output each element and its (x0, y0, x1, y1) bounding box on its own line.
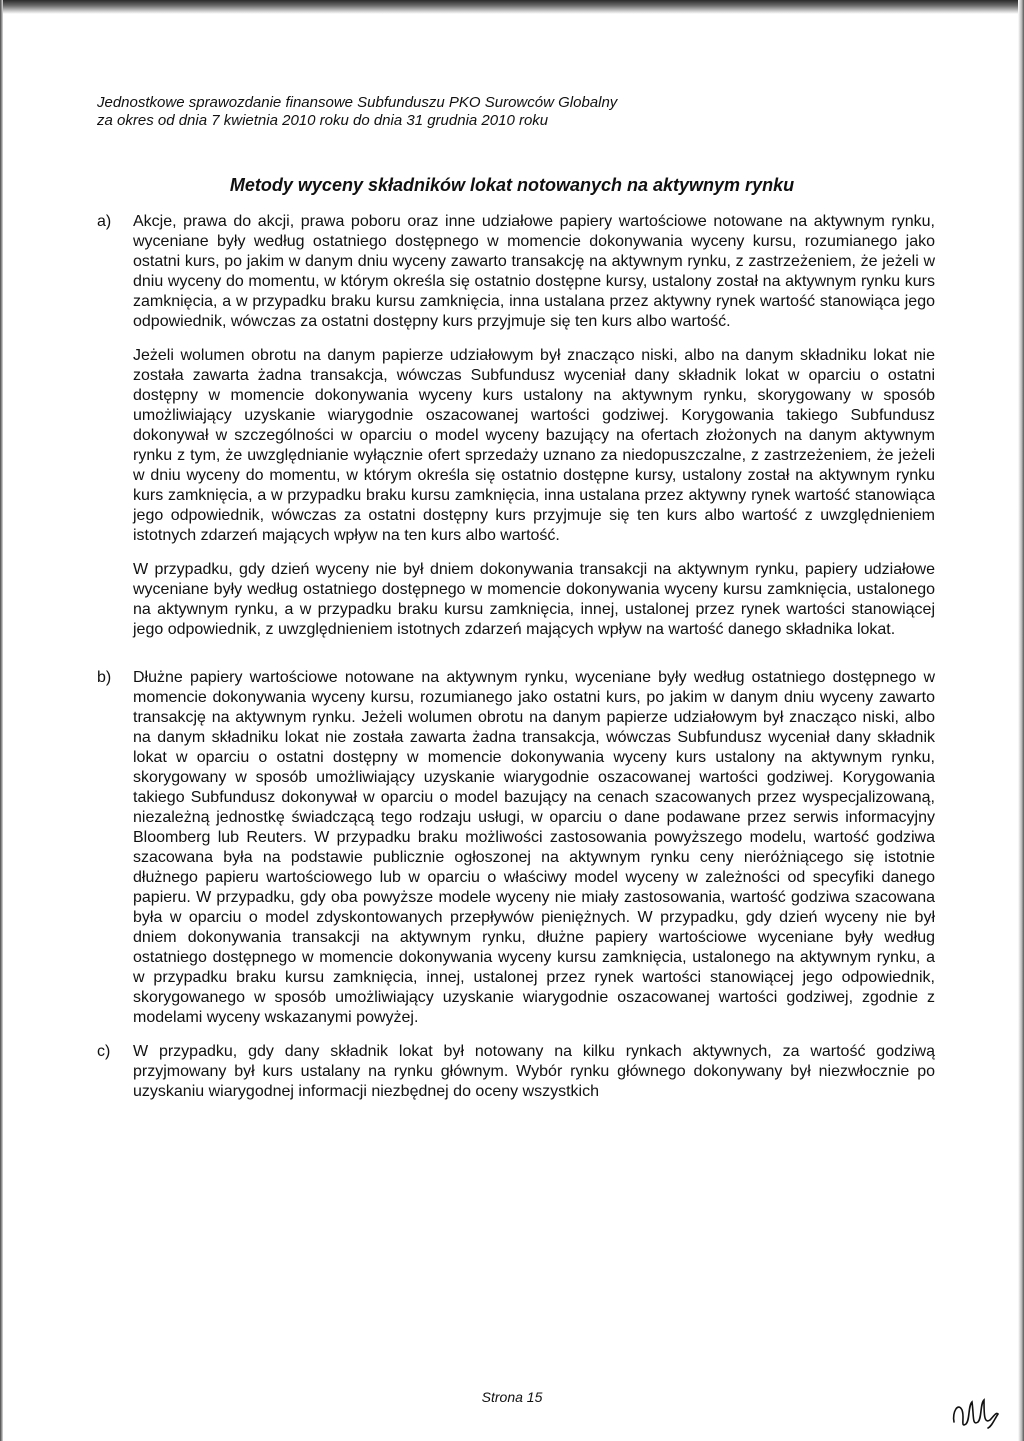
handwritten-initials-icon (948, 1392, 1004, 1434)
page-number: Strona 15 (481, 1389, 543, 1405)
list-marker-c: c) (97, 1043, 111, 1060)
document-body (97, 212, 935, 1116)
list-marker-a: a) (97, 213, 112, 230)
list-item-c (97, 1042, 935, 1102)
paragraph: Jeżeli wolumen obrotu na danym papierze udziałowym był znacząco niski, albo na danym składniku lokat nie została zawarta żadna transakcja, wówczas Subfundusz wyceniał dany składnik lokat w oparciu o ostatni dostępny w momencie dokonywania wyceny kurs ustalony na aktywnym rynku, skorygowany w sposób umożliwiający uzyskanie wiarygodnie oszacowanej wartości godziwej. Korygowania takiego Subfundusz dokonywał w szczególności w oparciu o model wyceny bazujący na ofertach złożonych na danym aktywnym rynku z tym, że uwzględnianie wyłącznie ofert sprzedaży uznano za niedopuszczalne, z zastrzeżeniem, że jeżeli w dniu wyceny do momentu, w którym określa się ostatnio dostępne kursy, ustalony został na aktywnym rynku kurs zamknięcia, a w przypadku braku kursu zamknięcia, inna ustalana przez aktywny rynek wartość stanowiąca jego odpowiednik, wówczas za ostatni dostępny kurs przyjmuje się ten kurs albo wartość z uwzględnieniem istotnych zdarzeń mających wpływ na ten kurs albo wartość. (133, 347, 935, 544)
paragraph: Dłużne papiery wartościowe notowane na aktywnym rynku, wyceniane były według ostatniego dostępnego w momencie dokonywania wyceny kursu, rozumianego jako ostatni kurs, po jakim w danym dniu wyceny zawarto transakcję na aktywnym rynku. Jeżeli wolumen obrotu na danym papierze udziałowym był znacząco niski, albo na danym składniku lokat nie została zawarta żadna transakcja, wówczas Subfundusz wyceniał dany składnik lokat w oparciu o ostatni dostępny w momencie dokonywania wyceny kurs ustalony na aktywnym rynku, skorygowany w sposób umożliwiający uzyskanie wiarygodnie oszacowanej wartości godziwej. Korygowania takiego Subfundusz dokonywał w oparciu o model bazujący na cenach szacowanych przez wyspecjalizowaną, niezależną jednostkę świadczącą tego rodzaju usługi, w oparciu o dane podawane przez serwis informacyjny Bloomberg lub Reuters. W przypadku braku możliwości zastosowania powyższego modelu, wartość godziwa szacowana była na podstawie publicznie ogłoszonej na aktywnym rynku ceny nieróżniącego się istotnie dłużnego papieru wartościowego lub w oparciu o właściwy model wyceny w zależności od specyfiki danego papieru. W przypadku, gdy oba powyższe modele wyceny nie miały zastosowania, wartość godziwa szacowana była w oparciu o model zdyskontowanych przepływów pieniężnych. W przypadku, gdy dzień wyceny nie był dniem dokonywania transakcji na aktywnym rynku, dłużne papiery wartościowe wyceniane były według ostatniego dostępnego w momencie dokonywania wyceny kursu zamknięcia, ustalonego na aktywnym rynku, a w przypadku braku kursu zamknięcia, innej, ustalonej przez rynek wartości stanowiącej jego odpowiednik, skorygowanego w sposób umożliwiający uzyskanie wiarygodnie oszacowanej wartości godziwej, zgodnie z modelami wyceny wskazanymi powyżej. (133, 669, 935, 1026)
document-header (97, 94, 797, 130)
header-report-title: Jednostkowe sprawozdanie finansowe Subfunduszu PKO Surowców Globalny (97, 94, 618, 111)
section-title: Metody wyceny składników lokat notowanych na aktywnym rynku (229, 175, 795, 195)
scan-right-border (1018, 0, 1024, 1441)
paragraph: W przypadku, gdy dzień wyceny nie był dniem dokonywania transakcji na aktywnym rynku, papiery udziałowe wyceniane były według ostatniego dostępnego w momencie dokonywania wyceny kursu zamknięcia, ustalonego na aktywnym rynku, a w przypadku braku kursu zamknięcia, innej, ustalonej przez rynek wartości stanowiącej jego odpowiednik, z uwzględnieniem istotnych zdarzeń mających wpływ na wartość danego składnika lokat. (133, 561, 935, 638)
header-report-period: za okres od dnia 7 kwietnia 2010 roku do dnia 31 grudnia 2010 roku (97, 112, 549, 129)
list-item-b (97, 668, 935, 1028)
paragraph: Akcje, prawa do akcji, prawa poboru oraz inne udziałowe papiery wartościowe notowane na aktywnym rynku, wyceniane były według ostatniego dostępnego w momencie dokonywania wyceny kursu, rozumianego jako ostatni kurs, po jakim w danym dniu wyceny zawarto transakcję na aktywnym rynku, z zastrzeżeniem, że jeżeli w dniu wyceny do momentu, w którym określa się ostatnio dostępne kursy, ustalony został na aktywnym rynku kurs zamknięcia, a w przypadku braku kursu zamknięcia, inna ustalana przez aktywny rynek wartość stanowiąca jego odpowiednik, wówczas za ostatni dostępny kurs przyjmuje się ten kurs albo wartość. (133, 213, 935, 330)
paragraph: W przypadku, gdy dany składnik lokat był notowany na kilku rynkach aktywnych, za wartość godziwą przyjmowany był kurs ustalany na rynku głównym. Wybór rynku głównego dokonywany był niezwłocznie po uzyskaniu wiarygodnej informacji niezbędnej do oceny wszystkich (133, 1043, 935, 1100)
list-item-a (97, 212, 935, 640)
list-marker-b: b) (97, 669, 112, 686)
scan-left-border (0, 0, 3, 1441)
scan-top-border (0, 0, 1024, 14)
